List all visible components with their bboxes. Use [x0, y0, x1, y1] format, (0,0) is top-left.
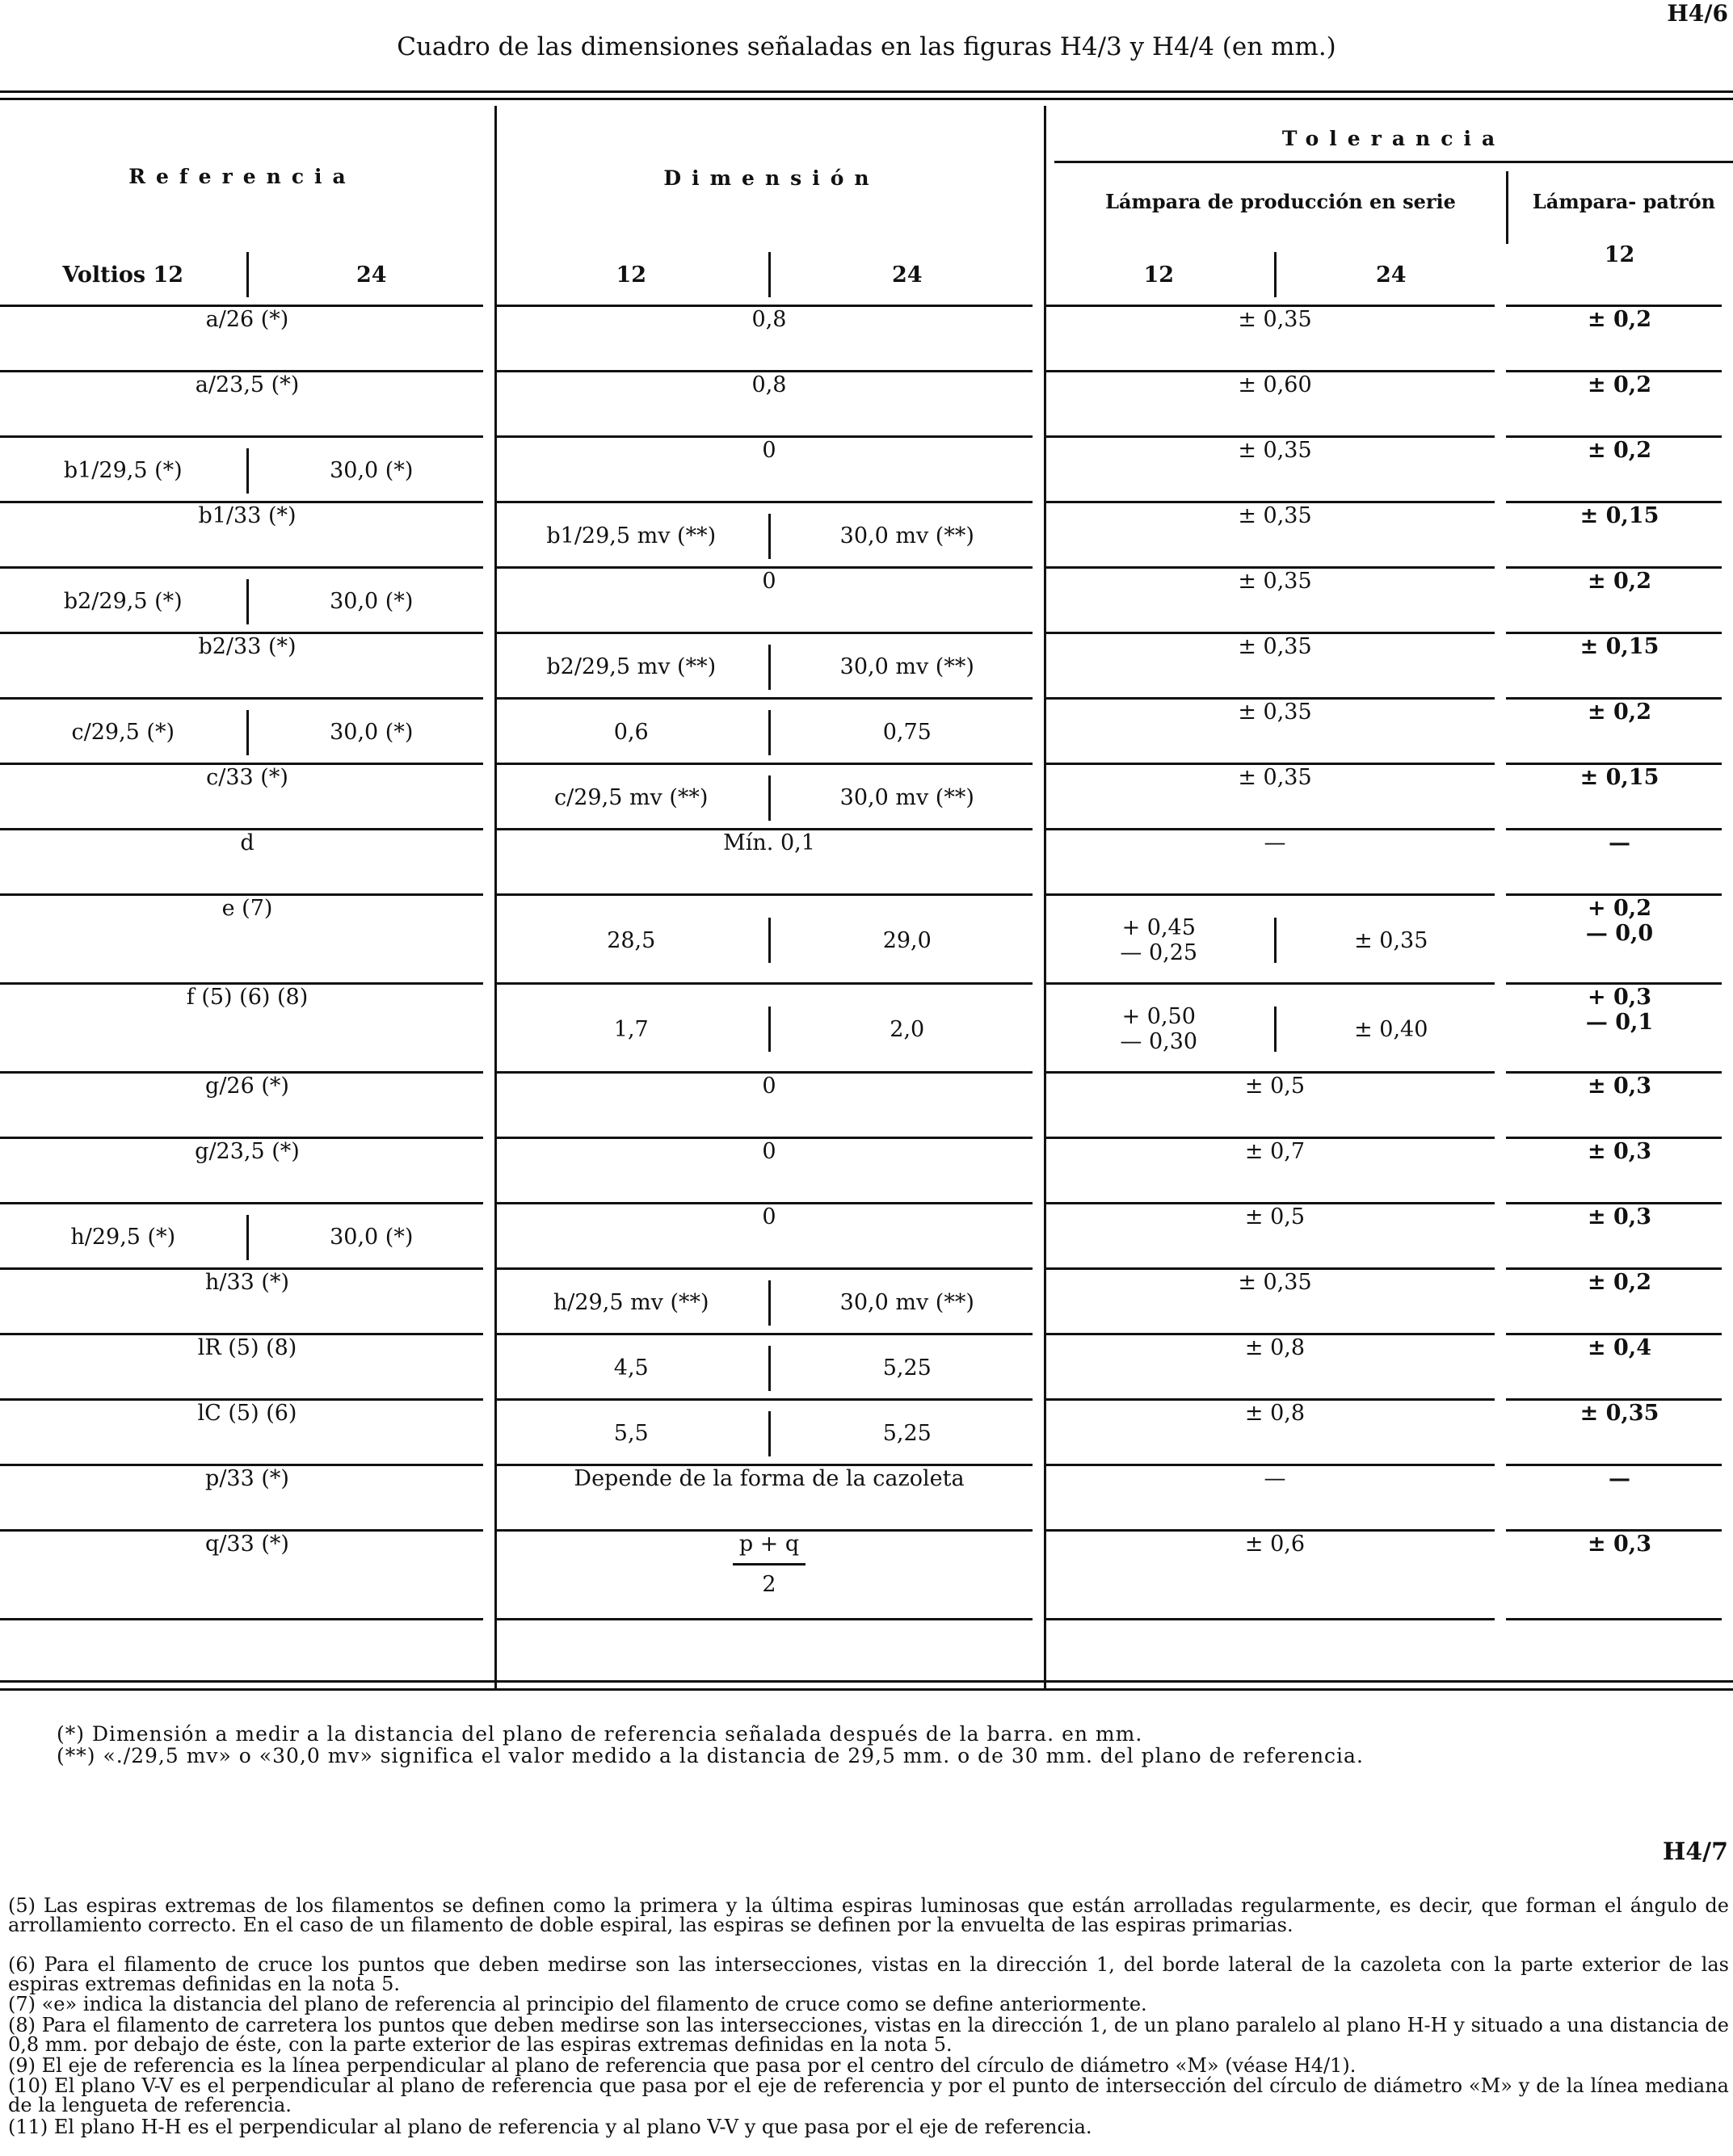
row-tol: ± 0,35: [1238, 438, 1312, 463]
row-tol: —: [1264, 1466, 1286, 1491]
row-dim-12: 1,7: [613, 1016, 649, 1042]
row-tol-12: + 0,45 — 0,25: [1120, 915, 1198, 965]
row-dim-24: 5,25: [882, 1355, 932, 1381]
row-ref: a/26 (*): [205, 307, 289, 332]
row-dim-24: 0,75: [882, 720, 932, 745]
table-row: [0, 896, 1733, 985]
row-ref-24: 30,0 (*): [330, 720, 414, 745]
row-dim-12: b2/29,5 mv (**): [546, 654, 717, 679]
row-patron: ± 0,2: [1588, 307, 1651, 332]
row-dim-12: 5,5: [613, 1421, 649, 1446]
row-ref: lR (5) (8): [197, 1335, 297, 1360]
row-ref-12: b1/29,5 (*): [63, 458, 183, 483]
row-tol: ± 0,8: [1244, 1401, 1306, 1426]
row-patron: ± 0,15: [1579, 634, 1659, 659]
row-patron: —: [1609, 1466, 1630, 1491]
table-row: [0, 1401, 1733, 1466]
row-tol: ± 0,5: [1244, 1204, 1306, 1229]
row-patron: ± 0,15: [1579, 765, 1659, 790]
table-row: [0, 503, 1733, 569]
row-patron: + 0,3 — 0,1: [1585, 985, 1654, 1035]
row-ref-24: 30,0 (*): [330, 1225, 414, 1250]
row-patron: ± 0,4: [1588, 1335, 1651, 1360]
row-tol: ± 0,7: [1244, 1139, 1306, 1164]
row-dim: 0: [762, 1139, 776, 1164]
top-rule: [0, 90, 1733, 93]
row-ref: g/23,5 (*): [195, 1139, 300, 1164]
note-11: (11) El plano H-H es el perpendicular al plano de referencia y al plano V-V y que pasa por el eje de referencia.: [8, 2116, 1092, 2138]
page-label-mid: H4/7: [1662, 1838, 1728, 1866]
row-ref-12: c/29,5 (*): [71, 720, 175, 745]
table-row: [0, 985, 1733, 1074]
row-tol: ± 0,6: [1244, 1532, 1306, 1557]
row-patron: ± 0,2: [1588, 1270, 1651, 1295]
tolerancia-rule: [1054, 161, 1733, 163]
row-tol-24: ± 0,35: [1354, 927, 1428, 953]
voltios-dim-24: 24: [891, 262, 923, 288]
row-ref: c/33 (*): [206, 765, 288, 790]
row-dim-24: 30,0 mv (**): [839, 654, 974, 679]
row-patron: ± 0,2: [1588, 438, 1651, 463]
row-dim-12: b1/29,5 mv (**): [546, 523, 717, 548]
row-patron: ± 0,3: [1588, 1204, 1651, 1229]
row-ref-12: h/29,5 (*): [70, 1225, 176, 1250]
row-patron: ± 0,3: [1588, 1139, 1651, 1164]
row-ref: p/33 (*): [205, 1466, 289, 1491]
table-title: Cuadro de las dimensiones señaladas en las figuras H4/3 y H4/4 (en mm.): [397, 32, 1336, 61]
row-dim-24: 29,0: [882, 927, 932, 953]
row-ref: q/33 (*): [205, 1532, 289, 1557]
row-tol-12: + 0,50 — 0,30: [1120, 1004, 1198, 1054]
table-row: [0, 372, 1733, 438]
row-ref: a/23,5 (*): [195, 372, 300, 397]
row-tol: ± 0,35: [1238, 700, 1312, 725]
voltios-tol-12: 12: [1143, 262, 1175, 288]
table-row: [0, 1532, 1733, 1620]
row-dim-12: 4,5: [613, 1355, 649, 1381]
row-tol: —: [1264, 830, 1286, 855]
table-row: [0, 1204, 1733, 1270]
header-tolerancia: Tolerancia: [1281, 127, 1506, 150]
table-row: [0, 307, 1733, 372]
table-row: [0, 1139, 1733, 1204]
row-dim: 0: [762, 1074, 776, 1099]
dimensions-table: [0, 242, 1733, 1620]
row-tol: ± 0,35: [1238, 1270, 1312, 1295]
row-ref-12: b2/29,5 (*): [63, 589, 183, 614]
row-tol: ± 0,35: [1238, 569, 1312, 594]
row-tol-24: ± 0,40: [1354, 1016, 1428, 1042]
table-row: [0, 700, 1733, 765]
row-dim: 0,8: [751, 307, 787, 332]
row-ref: g/26 (*): [205, 1074, 289, 1099]
fraction-numerator: p + q: [738, 1532, 800, 1557]
row-ref: d: [240, 830, 254, 855]
note-8: (8) Para el filamento de carretera los puntos que deben medirse son las intersecciones, vistas en la dirección 1, de un plano paralelo al plano H-H y situado a una distancia de 0,8 mm. por debajo de éste, con la parte exterior de las espiras extremas definidas en la nota 5.: [8, 2014, 1729, 2056]
row-dim: 0: [762, 438, 776, 463]
row-tol: ± 0,60: [1238, 372, 1312, 397]
row-ref: e (7): [221, 896, 273, 921]
bottom-rule: [0, 1680, 1733, 1683]
voltios-tol-24: 24: [1375, 262, 1407, 288]
table-row: [0, 1270, 1733, 1335]
header-produccion: Lámpara de producción en serie: [1105, 190, 1456, 213]
row-patron: ± 0,2: [1588, 700, 1651, 725]
table-row: [0, 1466, 1733, 1532]
fraction-bar: [733, 1563, 806, 1566]
table-row: [0, 1335, 1733, 1401]
row-tol: ± 0,35: [1238, 307, 1312, 332]
row-dim-12: 0,6: [613, 720, 649, 745]
table-row: [0, 1074, 1733, 1139]
row-ref: b2/33 (*): [198, 634, 297, 659]
row-ref: f (5) (6) (8): [186, 985, 309, 1010]
row-tol: ± 0,35: [1238, 634, 1312, 659]
row-tol: ± 0,35: [1238, 765, 1312, 790]
note-9: (9) El eje de referencia es la línea perpendicular al plano de referencia que pasa por el centro del círculo de diámetro «M» (véase H4/1).: [8, 2054, 1357, 2077]
row-ref: b1/33 (*): [198, 503, 297, 528]
row-dim: Depende de la forma de la cazoleta: [574, 1466, 965, 1491]
row-dim-24: 30,0 mv (**): [839, 1290, 974, 1315]
row-patron: ± 0,2: [1588, 372, 1651, 397]
header-patron: Lámpara- patrón: [1532, 190, 1716, 213]
row-tol: ± 0,5: [1244, 1074, 1306, 1099]
row-dim-12: h/29,5 mv (**): [553, 1290, 709, 1315]
row-dim-24: 5,25: [882, 1421, 932, 1446]
row-ref-24: 30,0 (*): [330, 458, 414, 483]
row-dim-12: 28,5: [607, 927, 656, 953]
bottom-rule-2: [0, 1688, 1733, 1691]
header-referencia: Referencia: [128, 165, 356, 188]
page-label-top: H4/6: [1667, 0, 1728, 27]
col-divider-3: [1506, 171, 1508, 244]
row-patron: ± 0,2: [1588, 569, 1651, 594]
row-dim-24: 30,0 mv (**): [839, 523, 974, 548]
note-5: (5) Las espiras extremas de los filamentos se definen como la primera y la última espiras luminosas que están arrolladas regularmente, es decir, que forman el ángulo de arrollamiento correcto. En el caso de un filamento de doble espiral, las espiras se definen por la envuelta de las espiras primarias.: [8, 1894, 1729, 1936]
row-patron: + 0,2 — 0,0: [1585, 896, 1654, 946]
row-ref: h/33 (*): [205, 1270, 289, 1295]
row-patron: ± 0,3: [1588, 1074, 1651, 1099]
row-tol: ± 0,35: [1238, 503, 1312, 528]
note-7: (7) «e» indica la distancia del plano de referencia al principio del filamento de cruce como se define anteriormente.: [8, 1993, 1147, 2015]
voltios-patron: 12: [1604, 242, 1635, 267]
row-dim-24: 30,0 mv (**): [839, 785, 974, 810]
row-patron: ± 0,35: [1579, 1401, 1659, 1426]
footnote-asterisk: (*) Dimensión a medir a la distancia del plano de referencia señalada después de la barra. en mm.: [57, 1722, 1143, 1746]
row-dim: 0: [762, 569, 776, 594]
top-rule-2: [0, 98, 1733, 100]
row-dim-24: 2,0: [890, 1016, 925, 1042]
footnote-double-asterisk: (**) «./29,5 mv» o «30,0 mv» significa el valor medido a la distancia de 29,5 mm. o de 30 mm. del plano de referencia.: [57, 1744, 1364, 1767]
table-row-voltios: [0, 242, 1733, 307]
table-row: [0, 634, 1733, 700]
header-dimension: Dimensión: [663, 166, 880, 190]
row-dim: 0,8: [751, 372, 787, 397]
row-dim: Mín. 0,1: [723, 830, 815, 855]
row-patron: —: [1609, 830, 1630, 855]
voltios-ref-12: Voltios 12: [62, 262, 184, 288]
row-tol: ± 0,8: [1244, 1335, 1306, 1360]
row-dim: 0: [762, 1204, 776, 1229]
table-row: [0, 569, 1733, 634]
note-10: (10) El plano V-V es el perpendicular al plano de referencia que pasa por el eje de referencia y por el punto de intersección del círculo de diámetro «M» y de la línea mediana de la lengueta de referencia.: [8, 2074, 1729, 2116]
row-patron: ± 0,15: [1579, 503, 1659, 528]
fraction-denominator: 2: [762, 1572, 776, 1597]
note-6: (6) Para el filamento de cruce los puntos que deben medirse son las intersecciones, vistas en la dirección 1, del borde lateral de la cazoleta con la parte exterior de las espiras extremas definidas en la nota 5.: [8, 1953, 1729, 1995]
table-row: [0, 438, 1733, 503]
fraction: [494, 1532, 1044, 1597]
table-row: [0, 765, 1733, 830]
row-ref: lC (5) (6): [197, 1401, 297, 1426]
table-row: [0, 830, 1733, 896]
row-dim-12: c/29,5 mv (**): [554, 785, 709, 810]
voltios-ref-24: 24: [355, 262, 387, 288]
row-ref-24: 30,0 (*): [330, 589, 414, 614]
voltios-dim-12: 12: [616, 262, 647, 288]
row-patron: ± 0,3: [1588, 1532, 1651, 1557]
